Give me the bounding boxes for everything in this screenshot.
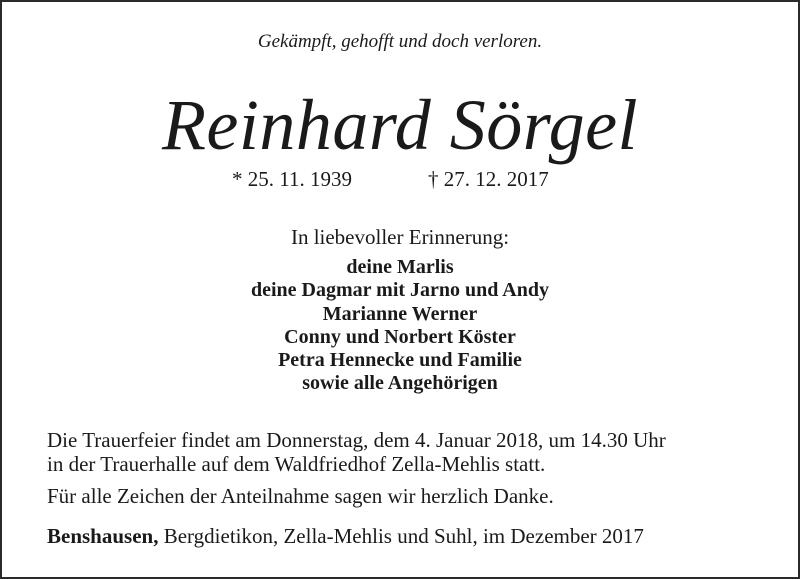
mourner-line: Marianne Werner xyxy=(322,302,478,325)
mourner-line: sowie alle Angehörigen xyxy=(302,372,498,395)
mourner-line: Conny und Norbert Köster xyxy=(284,325,516,348)
birth-date: * 25. 11. 1939 xyxy=(232,167,352,191)
motto: Gekämpft, gehofft und doch verloren. xyxy=(257,31,543,52)
mourner-line: deine Dagmar mit Jarno und Andy xyxy=(250,279,549,302)
place-rest: Bergdietikon, Zella-Mehlis und Suhl, im Dezember 2017 xyxy=(158,524,644,548)
mourner-line: deine Marlis xyxy=(346,256,454,278)
death-date: † 27. 12. 2017 xyxy=(428,167,549,191)
places-line xyxy=(47,524,777,548)
ceremony-line: in der Trauerhalle auf dem Waldfriedhof Zella-Mehlis statt. xyxy=(47,452,546,476)
mourners-list xyxy=(0,256,800,396)
ceremony-line: Die Trauerfeier findet am Donnerstag, dem 4. Januar 2018, um 14.30 Uhr xyxy=(47,428,666,452)
ceremony-info xyxy=(47,428,777,476)
deceased-name: Reinhard Sörgel xyxy=(161,85,639,165)
memory-heading: In liebevoller Erinnerung: xyxy=(290,225,510,249)
thanks-text: Für alle Zeichen der Anteilnahme sagen wir herzlich Danke. xyxy=(47,484,554,508)
mourner-line: Petra Hennecke und Familie xyxy=(278,349,522,372)
place-main: Benshausen, xyxy=(47,524,159,548)
